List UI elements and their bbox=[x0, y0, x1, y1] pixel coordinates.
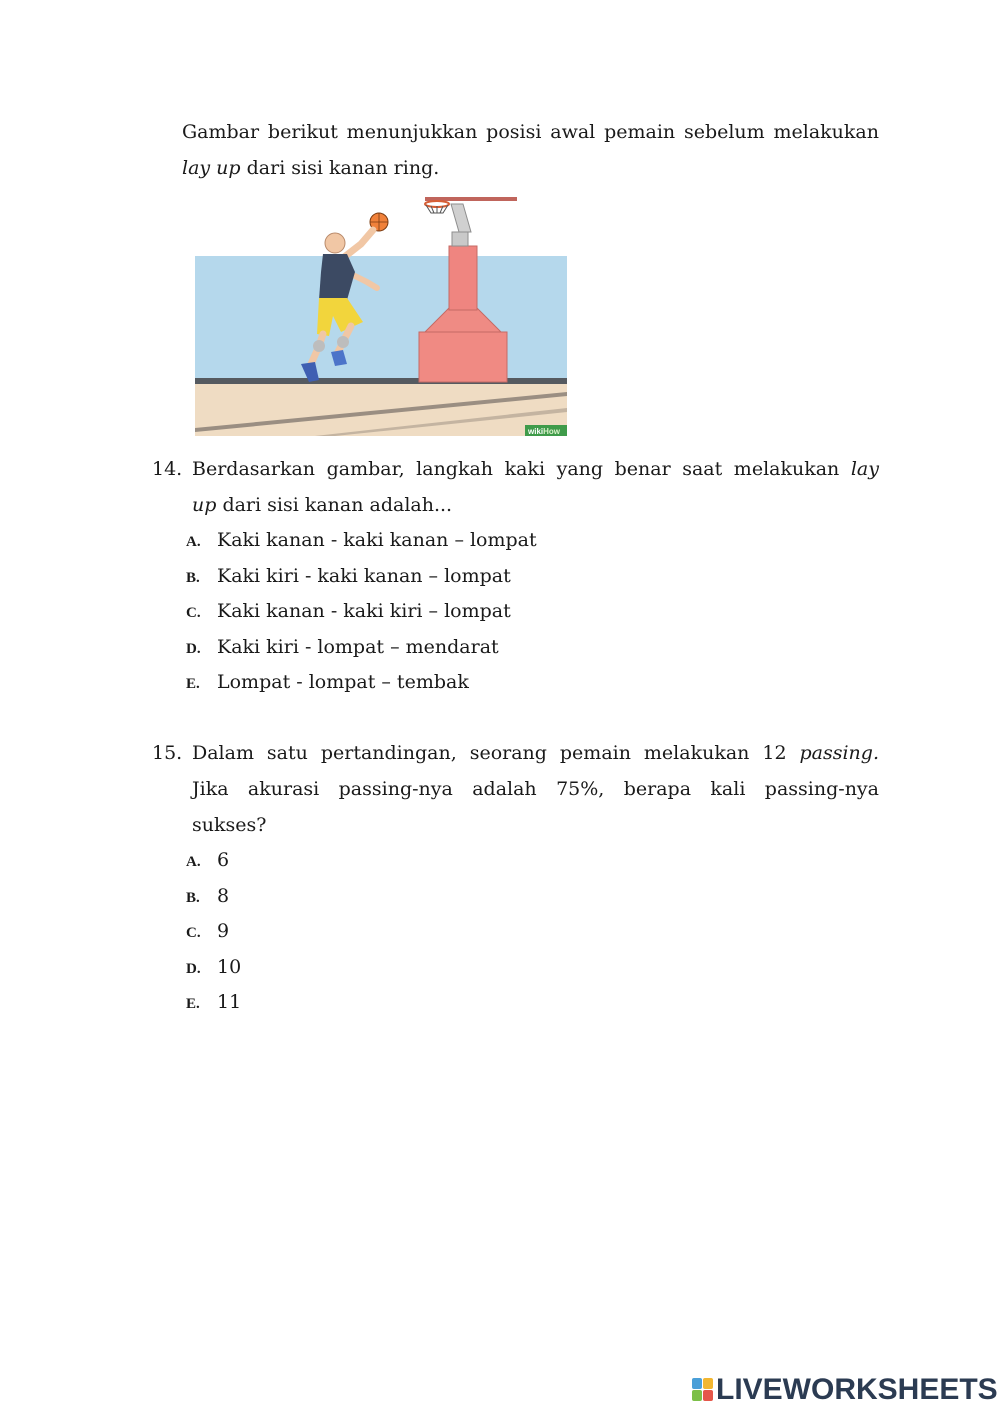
question-15-line-2: Jika akurasi passing-nya adalah 75%, berapa kali passing-nya bbox=[192, 778, 879, 800]
intro-line-1: Gambar berikut menunjukkan posisi awal pemain sebelum melakukan bbox=[182, 121, 879, 143]
answer-options bbox=[152, 523, 879, 701]
liveworksheets-wordmark: LIVEWORKSHEETS bbox=[716, 1373, 998, 1406]
hoop-stand-pole bbox=[449, 246, 477, 310]
intro-line-2-rest: dari sisi kanan ring. bbox=[240, 157, 440, 179]
answer-option-b[interactable]: B. 8 bbox=[186, 884, 230, 907]
answer-option-a[interactable]: A. 6 bbox=[186, 849, 230, 871]
question-14-stem bbox=[152, 451, 879, 523]
question-15-line-1: Dalam satu pertandingan, seorang pemain melakukan 12 passing. bbox=[192, 742, 879, 764]
answer-option-c[interactable]: C. Kaki kanan - kaki kiri – lompat bbox=[186, 600, 511, 623]
liveworksheets-logo-icon bbox=[692, 1378, 714, 1402]
answer-option-c[interactable]: C. 9 bbox=[186, 920, 230, 943]
question-14-line-1: Berdasarkan gambar, langkah kaki yang benar saat melakukan lay bbox=[192, 458, 879, 480]
question-14 bbox=[152, 451, 879, 701]
answer-option-e[interactable]: E. 11 bbox=[186, 991, 242, 1014]
intro-line-2 bbox=[182, 150, 879, 186]
liveworksheets-logo[interactable] bbox=[692, 1374, 998, 1406]
layup-illustration bbox=[195, 196, 567, 436]
intro-term: lay up bbox=[182, 157, 241, 179]
answer-option-e[interactable]: E. Lompat - lompat – tembak bbox=[186, 671, 469, 694]
answer-option-d[interactable]: D. Kaki kiri - lompat – mendarat bbox=[186, 635, 499, 658]
question-15-stem bbox=[152, 735, 879, 843]
watermark-text: wikiHow bbox=[528, 427, 561, 436]
question-number: 15. bbox=[152, 742, 183, 764]
question-15 bbox=[152, 735, 879, 1021]
answer-option-b[interactable]: B. Kaki kiri - kaki kanan – lompat bbox=[186, 564, 511, 587]
answer-options bbox=[152, 843, 879, 1021]
question-14-line-2: up dari sisi kanan adalah... bbox=[192, 494, 453, 516]
court-floor bbox=[195, 380, 567, 436]
intro-text bbox=[182, 114, 879, 186]
court-baseline bbox=[195, 378, 567, 384]
question-number: 14. bbox=[152, 458, 183, 480]
background-wall bbox=[195, 256, 567, 380]
answer-option-d[interactable]: D. 10 bbox=[186, 955, 242, 978]
answer-option-a[interactable]: A. Kaki kanan - kaki kanan – lompat bbox=[186, 529, 537, 551]
hoop-stand-base bbox=[419, 332, 507, 382]
question-15-line-3: sukses? bbox=[192, 814, 267, 836]
